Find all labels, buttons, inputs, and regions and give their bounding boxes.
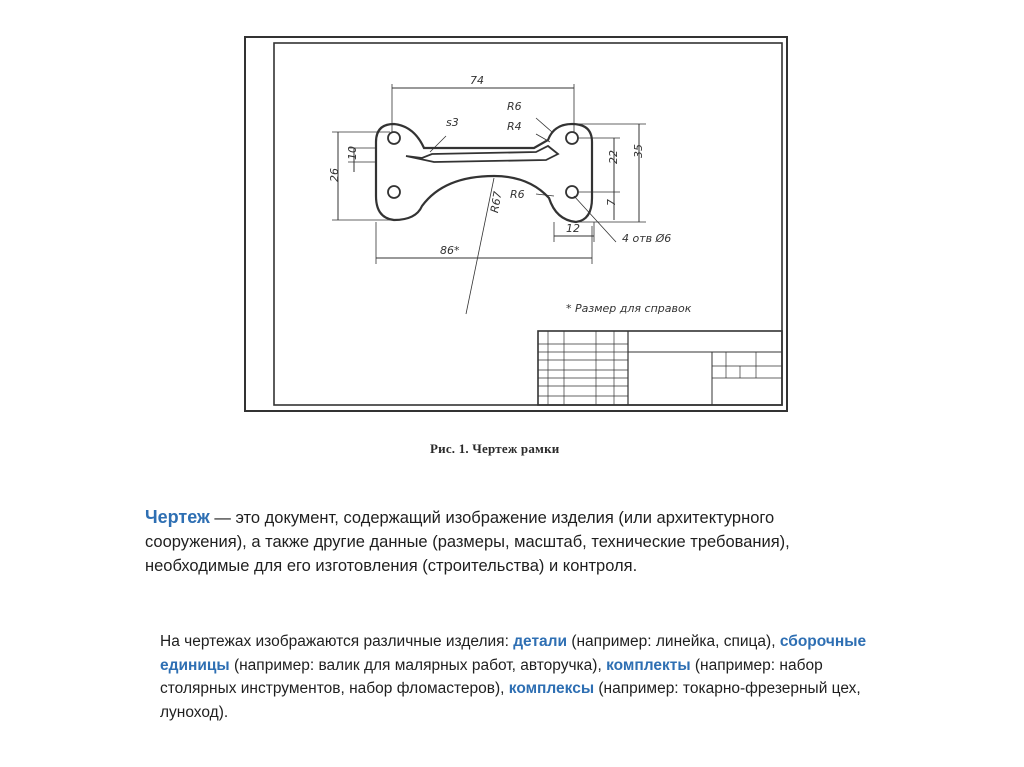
term-assembly-units: сборочные единицы [160,633,867,674]
hole-bottom-right [566,186,578,198]
types-text-3: (например: валик для малярных работ, авторучка), [229,656,607,674]
term-complexes: комплексы [508,680,595,697]
dim-22: 22 [607,150,620,164]
reference-note: * Размер для справок [566,302,692,315]
term-kits: комплекты [606,656,691,674]
hole-top-right [566,132,578,144]
dim-26: 26 [328,168,341,182]
dim-10: 10 [346,146,359,160]
types-text-4: (например: набор столярных инструментов, набор фломастеров), [160,656,823,697]
hole-bottom-left [388,186,400,198]
definition-term: Чертеж [145,507,210,527]
dim-74: 74 [470,74,484,87]
sheet-outer-border [245,37,787,411]
dim-7: 7 [605,199,618,206]
definition-text: — это документ, содержащий изображение изделия (или архитектурного сооружения), а также другие данные (размеры, масштаб, технические требования), необходимые для его изготовления (строительства) и контроля. [145,509,790,575]
part-outline [376,124,592,222]
term-parts: детали [513,633,568,650]
types-text-2: (например: линейка, спица), [567,633,780,650]
frame-drawing [244,36,788,412]
product-types-paragraph [160,630,900,724]
figure-caption: Рис. 1. Чертеж рамки [430,441,560,456]
hole-top-left [388,132,400,144]
title-block [538,331,782,405]
dim-86: 86* [440,244,460,257]
dim-r6-bottom: R6 [510,188,525,201]
definition-paragraph [145,505,875,578]
dim-holes: 4 отв Ø6 [622,232,672,245]
dim-r4: R4 [507,120,522,133]
types-text-5: (например: токарно-фрезерный цех, луноход). [160,680,861,721]
sheet-inner-border [274,43,782,405]
dim-12: 12 [566,222,580,235]
dim-35: 35 [632,144,645,158]
dim-r67: R67 [488,190,505,214]
types-text-1: На чертежах изображаются различные изделия: [160,633,514,650]
dim-r6-top: R6 [507,100,522,113]
dim-s3: s3 [446,116,459,129]
